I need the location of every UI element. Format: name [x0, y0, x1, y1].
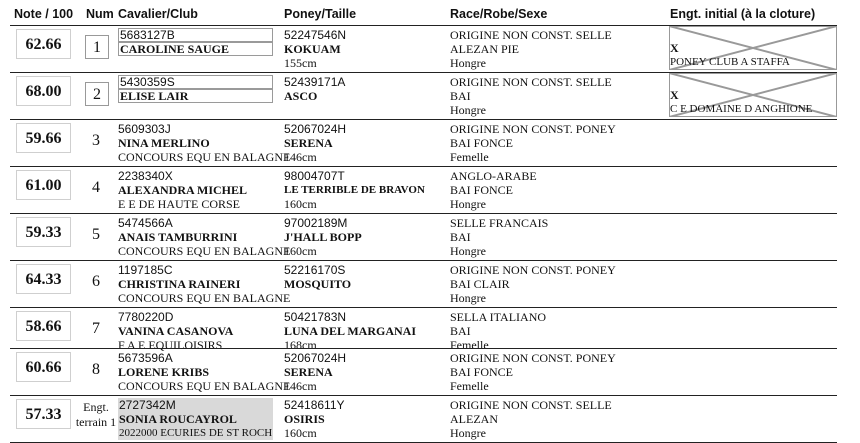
rider-club: 2022000 ECURIES DE ST ROCH	[119, 427, 273, 439]
score: 57.33	[16, 399, 71, 429]
robe: BAI FONCE	[450, 136, 514, 150]
pony-id: 50421783N	[284, 310, 347, 324]
engt-mark: X	[670, 41, 679, 55]
rider-club: E E DE HAUTE CORSE	[118, 197, 240, 211]
rider-licence: 2238340X	[118, 169, 173, 183]
pony-name: SERENA	[284, 365, 333, 379]
table-row	[0, 166, 860, 213]
score: 61.00	[16, 170, 71, 200]
sexe: Femelle	[450, 338, 489, 352]
race: ANGLO-ARABE	[450, 169, 537, 183]
rider-name: VANINA CASANOVA	[118, 324, 234, 338]
score: 58.66	[16, 311, 71, 341]
race: ORIGINE NON CONST. SELLE	[450, 75, 612, 89]
rank-number: 4	[92, 179, 100, 196]
pony-name: OSIRIS	[284, 412, 325, 426]
rank-number: 3	[92, 132, 100, 149]
rank-number: 8	[92, 361, 100, 378]
rider-club: F A E EQUILOISIRS	[118, 338, 223, 352]
race: SELLE FRANCAIS	[450, 216, 549, 230]
race: ORIGINE NON CONST. PONEY	[450, 351, 616, 365]
rider-name: ALEXANDRA MICHEL	[118, 183, 248, 197]
rider-club: CONCOURS EQU EN BALAGNE	[118, 244, 291, 258]
sexe: Femelle	[450, 150, 489, 164]
rank-number: 6	[92, 273, 100, 290]
table-row	[0, 119, 860, 166]
rider-licence: 5673596A	[118, 351, 173, 365]
rider-licence: 5683127B	[118, 28, 273, 42]
race: ORIGINE NON CONST. SELLE	[450, 28, 612, 42]
rider-licence: 5609303J	[118, 122, 171, 136]
rider-name: SONIA ROUCAYROL	[118, 412, 273, 426]
pony-name: LUNA DEL MARGANAI	[284, 324, 417, 338]
rank-number: 1	[85, 35, 109, 59]
engt-mark: X	[670, 88, 679, 102]
pony-name: KOKUAM	[284, 42, 341, 56]
pony-id: 52067024H	[284, 351, 347, 365]
pony-id: 52247546N	[284, 28, 347, 42]
sexe: Hongre	[450, 197, 486, 211]
pony-id: 52067024H	[284, 122, 347, 136]
pony-size: 146cm	[284, 150, 317, 164]
sexe: Hongre	[450, 426, 486, 440]
sexe: Hongre	[450, 244, 486, 258]
rider-licence: 7780220D	[118, 310, 174, 324]
rider-name: ELISE LAIR	[118, 89, 273, 103]
header-cavalier-club: Cavalier/Club	[118, 7, 198, 21]
sexe: Hongre	[450, 291, 486, 305]
rider-club: CONCOURS EQU EN BALAGNE	[118, 150, 291, 164]
table-row	[0, 260, 860, 307]
pony-size: 168cm	[284, 338, 317, 352]
robe: ALEZAN PIE	[450, 42, 519, 56]
sexe: Hongre	[450, 103, 486, 117]
pony-size: 160cm	[284, 197, 317, 211]
header-num: Num	[86, 7, 114, 21]
engt-label: Engt.	[83, 400, 109, 414]
robe: BAI FONCE	[450, 183, 514, 197]
pony-name: MOSQUITO	[284, 277, 352, 291]
rank-number: 5	[92, 226, 100, 243]
header-note: Note / 100	[14, 7, 74, 21]
pony-size: 160cm	[284, 426, 317, 440]
robe: BAI FONCE	[450, 365, 514, 379]
rank-number: 7	[92, 320, 100, 337]
score: 59.66	[16, 123, 71, 153]
terrain-label: terrain 1	[75, 415, 117, 429]
rider-name: CAROLINE SAUGE	[118, 42, 273, 56]
score: 62.66	[16, 29, 71, 59]
score: 60.66	[16, 352, 71, 382]
table-row	[0, 307, 860, 354]
pony-id: 52418611Y	[284, 398, 345, 412]
rider-name: NINA MERLINO	[118, 136, 210, 150]
robe: BAI	[450, 324, 471, 338]
rider-licence: 2727342M	[118, 398, 273, 412]
table-row	[0, 348, 860, 395]
pony-size: 146cm	[284, 379, 317, 393]
pony-name: LE TERRIBLE DE BRAVON	[284, 184, 425, 196]
table-row	[0, 395, 860, 442]
robe: ALEZAN	[450, 412, 498, 426]
robe: BAI	[450, 230, 471, 244]
pony-size: 160cm	[284, 244, 317, 258]
sexe: Hongre	[450, 56, 486, 70]
table-row	[0, 72, 860, 119]
engt-club: C E DOMAINE D ANGHIONE	[670, 103, 813, 115]
rider-licence: 5430359S	[118, 75, 273, 89]
header-engt-initial: Engt. initial (à la cloture)	[670, 7, 816, 21]
pony-id: 52439171A	[284, 75, 346, 89]
sexe: Femelle	[450, 379, 489, 393]
race: ORIGINE NON CONST. PONEY	[450, 122, 616, 136]
rider-licence: 1197185C	[118, 263, 173, 277]
score: 64.33	[16, 264, 71, 294]
table-row	[0, 213, 860, 260]
pony-name: J'HALL BOPP	[284, 230, 362, 244]
pony-id: 98004707T	[284, 169, 345, 183]
engt-club: PONEY CLUB A STAFFA	[670, 56, 790, 68]
robe: BAI	[450, 89, 471, 103]
race: ORIGINE NON CONST. PONEY	[450, 263, 616, 277]
robe: BAI CLAIR	[450, 277, 510, 291]
pony-name: ASCO	[284, 89, 318, 103]
rider-name: LORENE KRIBS	[118, 365, 210, 379]
header-race-robe-sexe: Race/Robe/Sexe	[450, 7, 548, 21]
pony-size: 155cm	[284, 56, 317, 70]
rider-licence: 5474566A	[118, 216, 173, 230]
rider-name: CHRISTINA RAINERI	[118, 277, 241, 291]
pony-id: 52216170S	[284, 263, 346, 277]
rider-club: CONCOURS EQU EN BALAGNE	[118, 379, 291, 393]
rider-club: CONCOURS EQU EN BALAGNE	[118, 291, 291, 305]
race: ORIGINE NON CONST. SELLE	[450, 398, 612, 412]
race: SELLA ITALIANO	[450, 310, 547, 324]
score: 59.33	[16, 217, 71, 247]
pony-name: SERENA	[284, 136, 333, 150]
rider-name: ANAIS TAMBURRINI	[118, 230, 238, 244]
engt-terrain-label	[72, 400, 120, 430]
table-row	[0, 25, 860, 72]
pony-id: 97002189M	[284, 216, 348, 230]
score: 68.00	[16, 76, 71, 106]
header-poney-taille: Poney/Taille	[284, 7, 357, 21]
rank-number: 2	[85, 82, 109, 106]
